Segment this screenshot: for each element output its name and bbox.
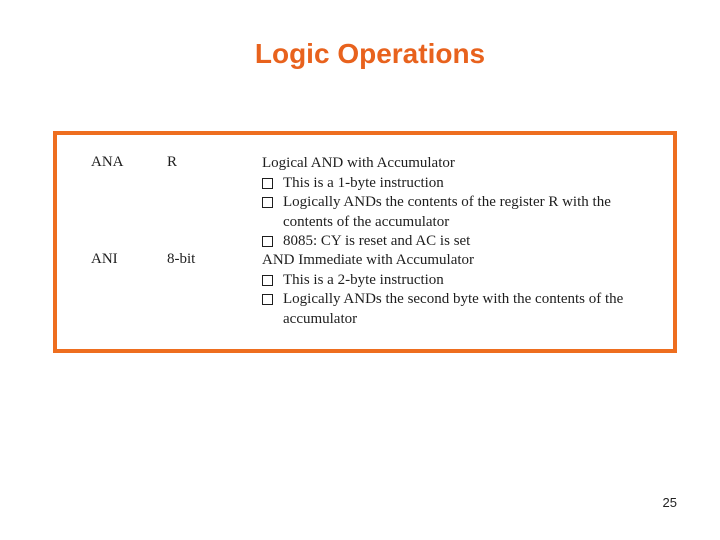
- bullet-text: 8085: CY is reset and AC is set: [283, 233, 471, 249]
- bullet-text: Logically ANDs the contents of the register R with the contents of the accumulator: [283, 194, 611, 230]
- bullet-item: [262, 232, 662, 252]
- instruction-description: AND Immediate with Accumulator: [262, 252, 475, 268]
- instruction-description-block: [262, 154, 662, 252]
- bullet-text: Logically ANDs the second byte with the contents of the accumulator: [283, 291, 624, 327]
- instruction-table-frame: [53, 131, 677, 353]
- instruction-description: Logical AND with Accumulator: [262, 155, 455, 171]
- instruction-description-block: [262, 251, 662, 329]
- checkbox-square-icon: [262, 236, 273, 247]
- bullet-item: [262, 271, 662, 291]
- bullet-item: [262, 193, 662, 232]
- bullet-item: [262, 290, 662, 329]
- instruction-operand: R: [167, 154, 178, 170]
- slide-title: Logic Operations: [254, 38, 486, 69]
- checkbox-square-icon: [262, 178, 273, 189]
- instruction-operand: 8-bit: [167, 251, 196, 267]
- bullet-text: This is a 2-byte instruction: [283, 271, 444, 288]
- page-number: 25: [662, 495, 677, 510]
- instruction-mnemonic: ANI: [91, 251, 118, 267]
- bullet-item: [262, 174, 662, 194]
- checkbox-square-icon: [262, 197, 273, 208]
- checkbox-square-icon: [262, 294, 273, 305]
- instruction-mnemonic: ANA: [91, 154, 124, 170]
- bullet-text: This is a 1-byte instruction: [283, 174, 444, 191]
- checkbox-square-icon: [262, 275, 273, 286]
